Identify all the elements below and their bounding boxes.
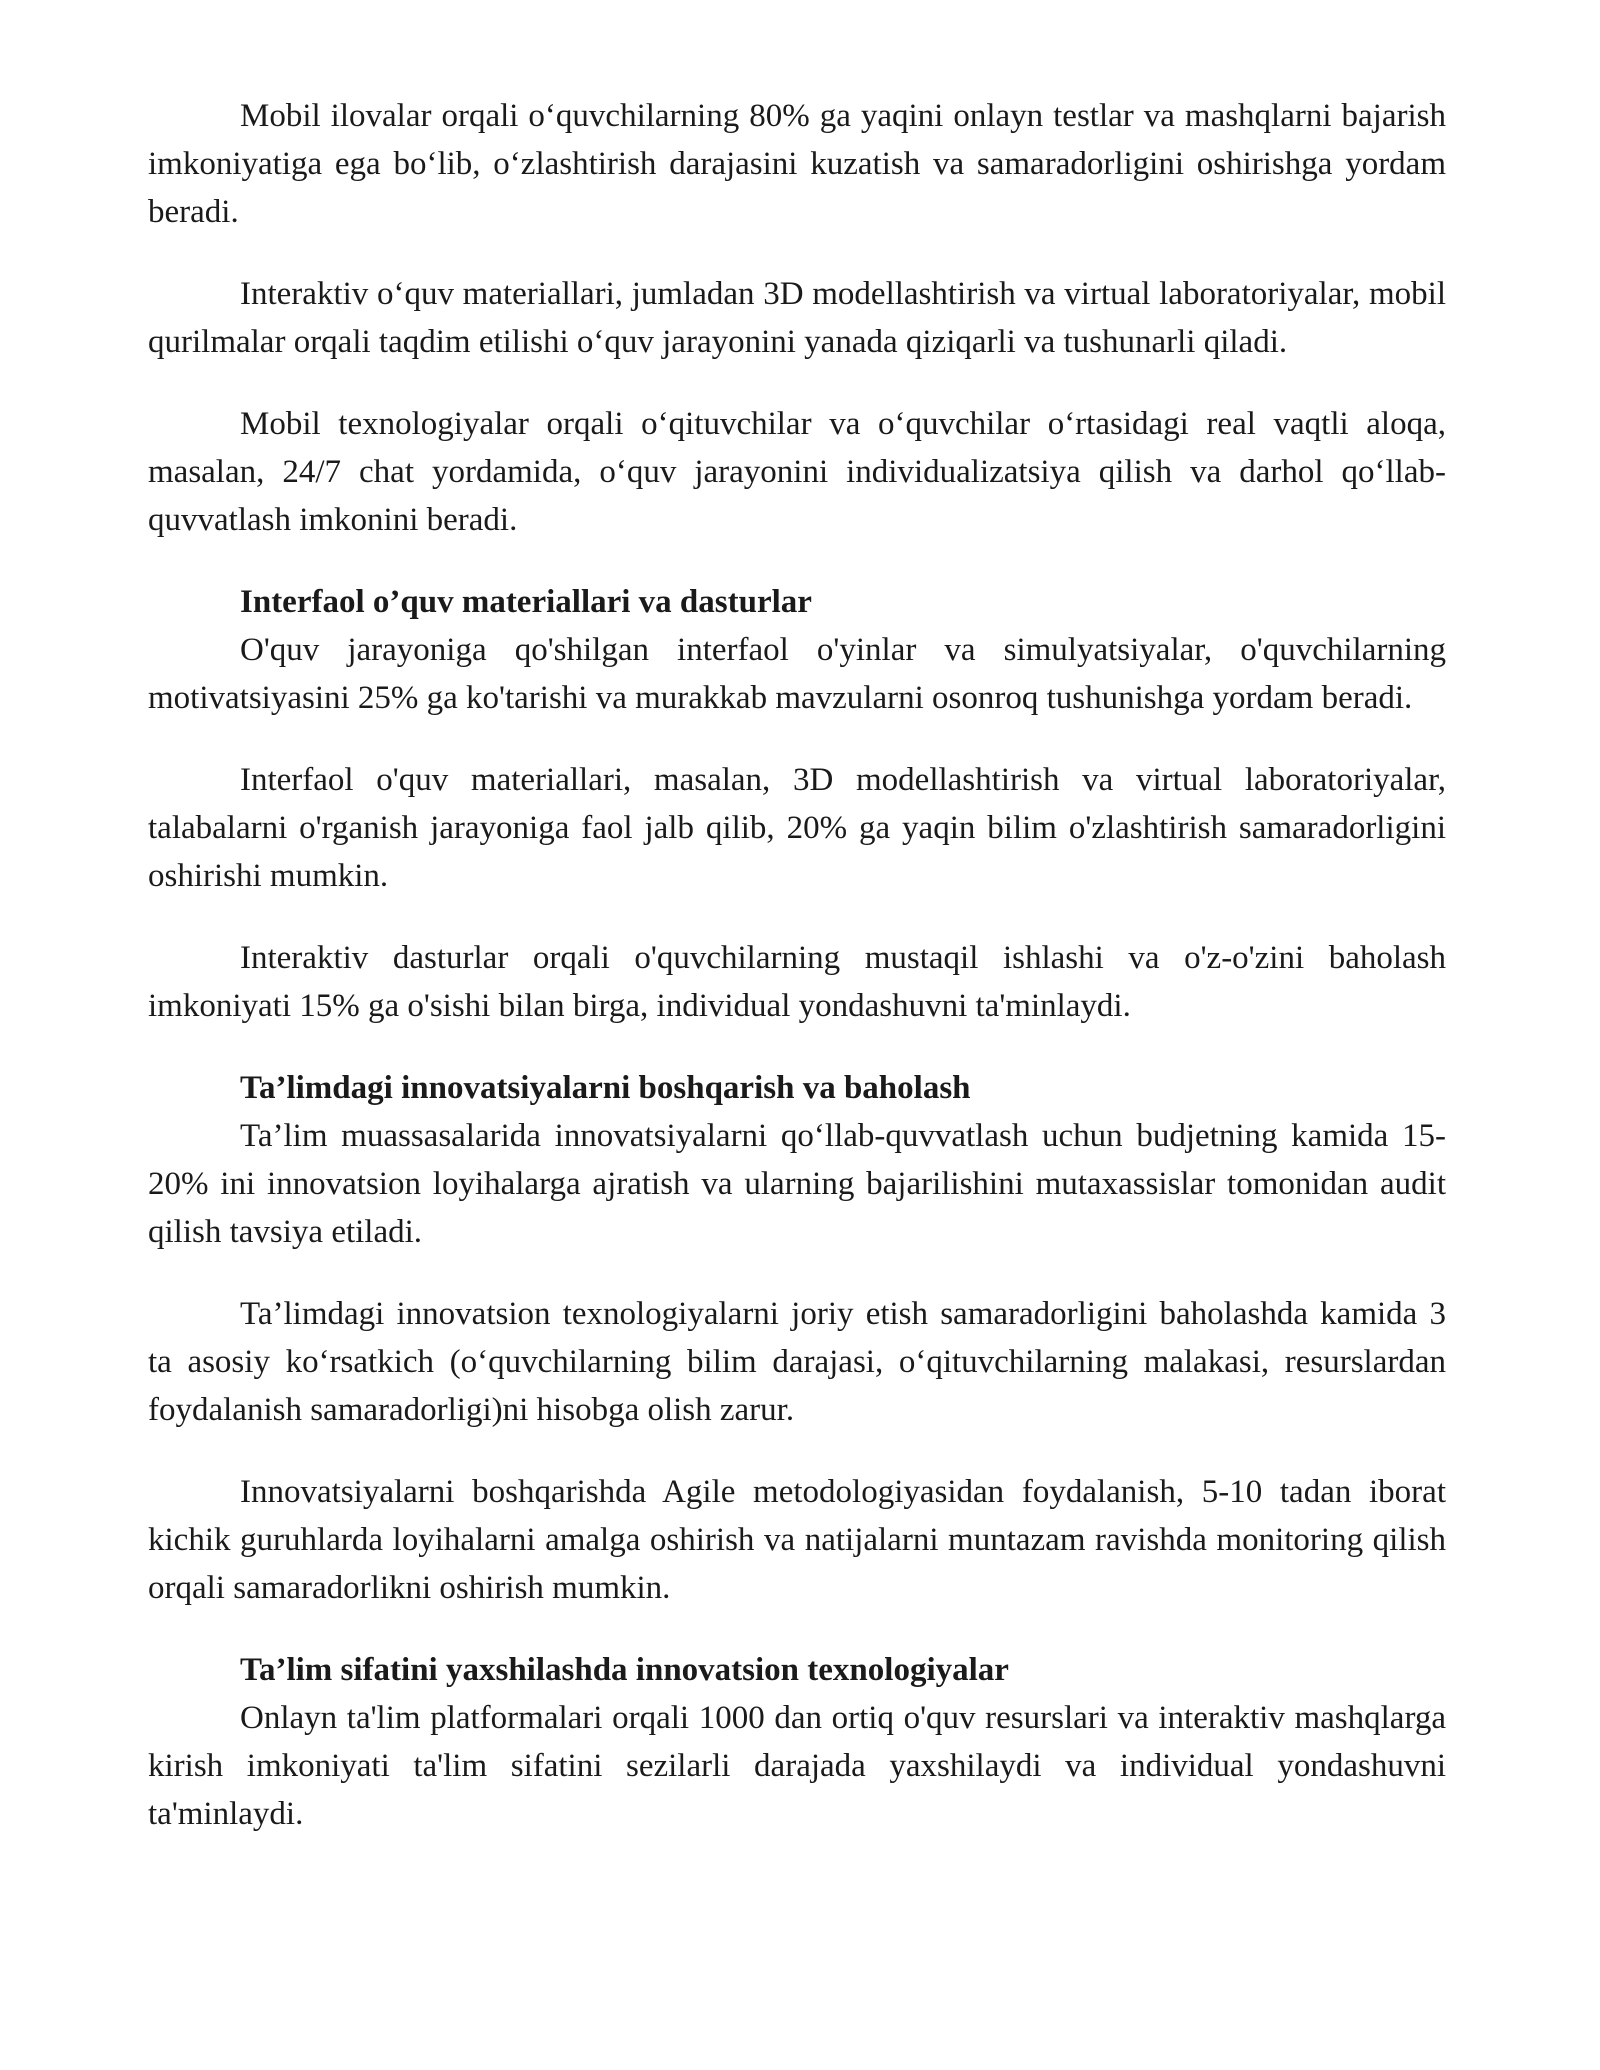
paragraph-interactive-programs: Interaktiv dasturlar orqali o'quvchilarning mustaqil ishlashi va o'z-o'zini baholash imkoniyati 15% ga o'sishi bilan birga, individual yondashuvni ta'minlaydi. (148, 940, 1446, 1024)
paragraph-mobile-apps-tests: Mobil ilovalar orqali o‘quvchilarning 80% ga yaqini onlayn testlar va mashqlarni bajarish imkoniyatiga ega bo‘lib, o‘zlashtirish darajasini kuzatish va samaradorligini oshirishga yordam beradi. (148, 98, 1446, 230)
paragraph-interactive-materials-mobile: Interaktiv o‘quv materiallari, jumladan 3D modellashtirish va virtual laboratoriyalar, mobil qurilmalar orqali taqdim etilishi o‘quv jarayonini yanada qiziqarli va tushunarli qiladi. (148, 276, 1446, 360)
paragraph-games-simulations: O'quv jarayoniga qo'shilgan interfaol o'yinlar va simulyatsiyalar, o'quvchilarning motivatsiyasini 25% ga ko'tarishi va murakkab mavzularni osonroq tushunishga yordam beradi. (148, 632, 1446, 716)
section-heading: Interfaol o’quv materiallari va dasturlar (240, 584, 812, 620)
section-education-quality (148, 1646, 1446, 1838)
paragraph-3d-virtual-labs: Interfaol o'quv materiallari, masalan, 3D modellashtirish va virtual laboratoriyalar, talabalarni o'rganish jarayoniga faol jalb qilib, 20% ga yaqin bilim o'zlashtirish samaradorligini oshirishi mumkin. (148, 762, 1446, 894)
paragraph-agile-methodology: Innovatsiyalarni boshqarishda Agile metodologiyasidan foydalanish, 5-10 tadan iborat kichik guruhlarda loyihalarni amalga oshirish va natijalarni muntazam ravishda monitoring qilish orqali samaradorlikni oshirish mumkin. (148, 1474, 1446, 1606)
section-interactive-materials (148, 578, 1446, 1030)
document-page (148, 92, 1446, 1838)
paragraph-efficiency-indicators: Ta’limdagi innovatsion texnologiyalarni joriy etish samaradorligini baholashda kamida 3 ta asosiy ko‘rsatkich (o‘quvchilarning bilim darajasi, o‘qituvchilarning malakasi, resurslardan foydalanish samaradorligi)ni hisobga olish zarur. (148, 1296, 1446, 1428)
paragraph-mobile-real-time-communication: Mobil texnologiyalar orqali o‘qituvchilar va o‘quvchilar o‘rtasidagi real vaqtli aloqa, masalan, 24/7 chat yordamida, o‘quv jarayonini individualizatsiya qilish va darhol qo‘llab-quvvatlash imkonini beradi. (148, 406, 1446, 538)
paragraph-online-platforms: Onlayn ta'lim platformalari orqali 1000 dan ortiq o'quv resurslari va interaktiv mashqlarga kirish imkoniyati ta'lim sifatini sezilarli darajada yaxshilaydi va individual yondashuvni ta'minlaydi. (148, 1700, 1446, 1832)
section-heading: Ta’lim sifatini yaxshilashda innovatsion texnologiyalar (240, 1652, 1009, 1688)
section-heading: Ta’limdagi innovatsiyalarni boshqarish va baholash (240, 1070, 971, 1106)
paragraph-budget-allocation: Ta’lim muassasalarida innovatsiyalarni qo‘llab-quvvatlash uchun budjetning kamida 15-20% ini innovatsion loyihalarga ajratish va ularning bajarilishini mutaxassislar tomonidan audit qilish tavsiya etiladi. (148, 1118, 1446, 1250)
section-innovation-management (148, 1064, 1446, 1612)
